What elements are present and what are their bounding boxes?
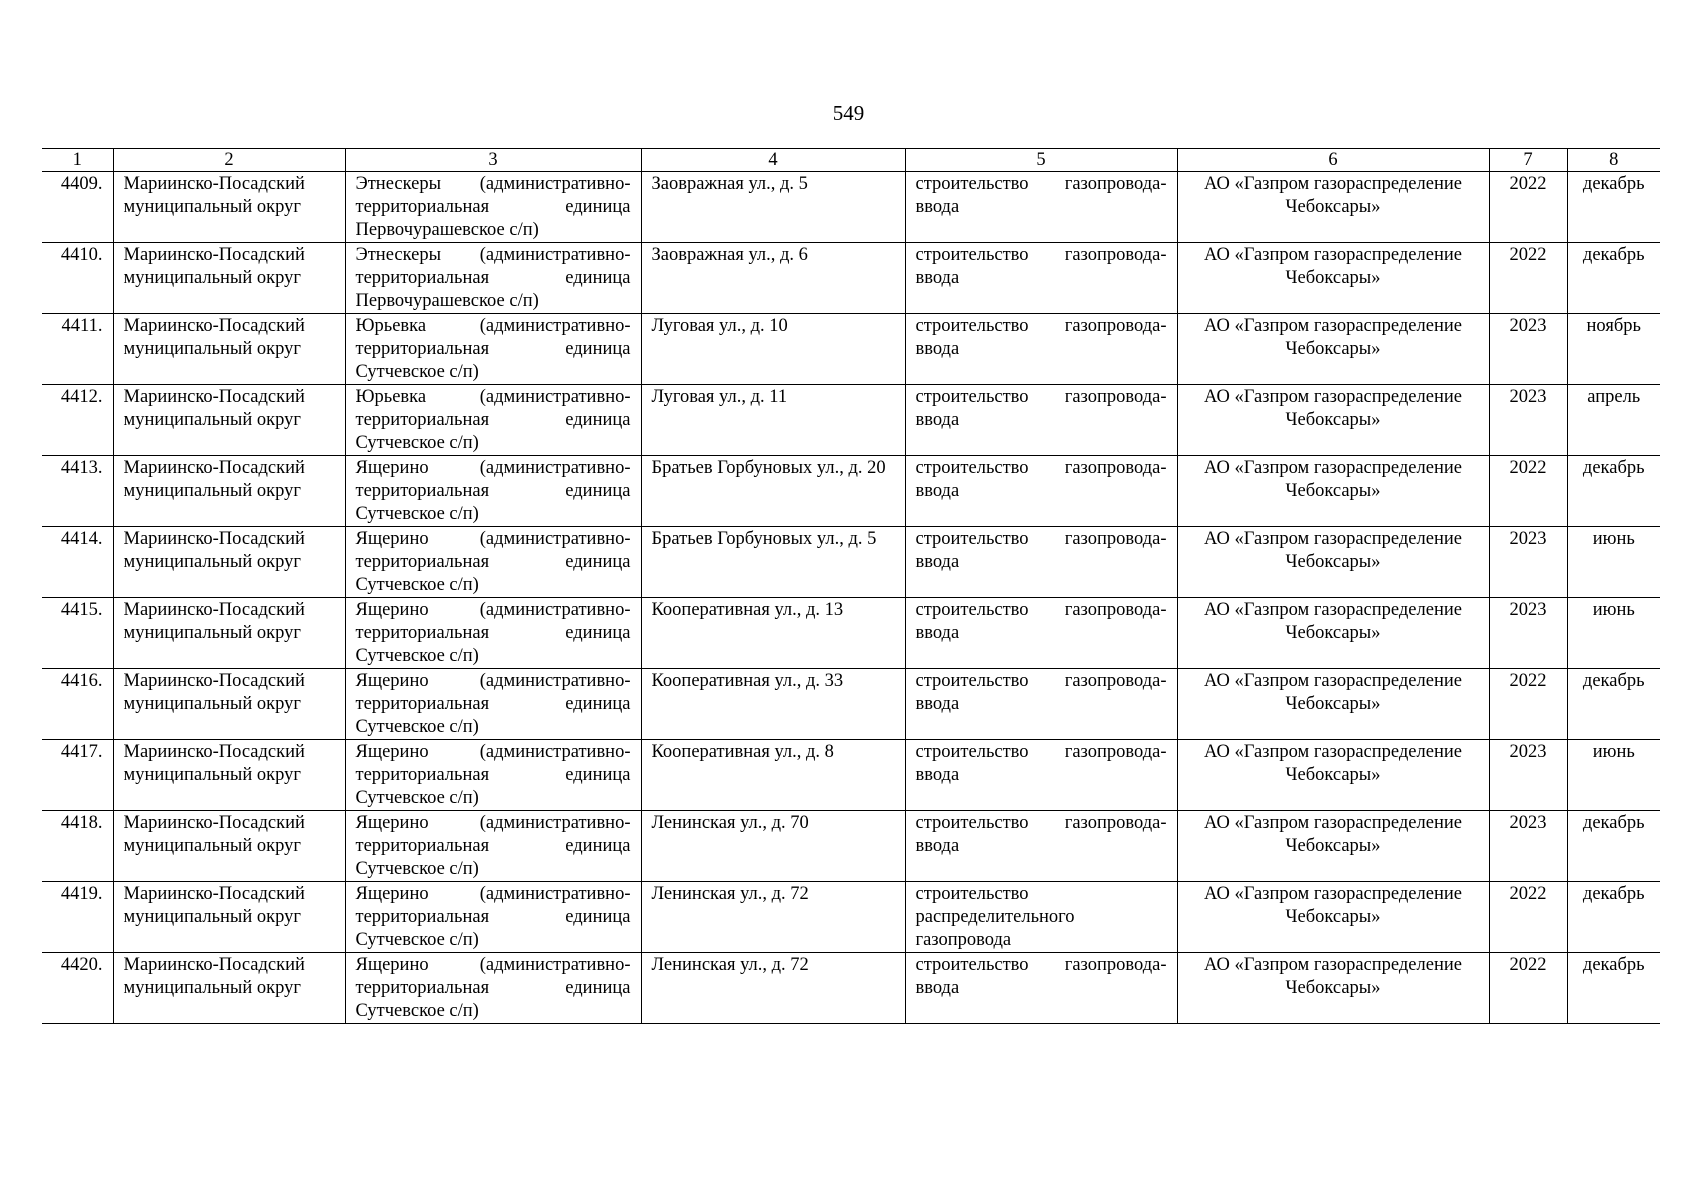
locality-cell: Ящерино (административно-территориальная единица Сутчевское с/п) bbox=[345, 811, 641, 882]
organization-cell: АО «Газпром газораспределение Чебоксары» bbox=[1177, 243, 1489, 314]
work-type-cell: строительство газопровода-ввода bbox=[905, 314, 1177, 385]
address-cell: Луговая ул., д. 10 bbox=[641, 314, 905, 385]
work-type-cell: строительство газопровода-ввода bbox=[905, 811, 1177, 882]
locality-cell: Ящерино (административно-территориальная единица Сутчевское с/п) bbox=[345, 953, 641, 1024]
district-cell: Мариинско-Посадский муниципальный округ bbox=[113, 172, 345, 243]
column-number-header: 7 bbox=[1489, 149, 1567, 172]
locality-cell: Ящерино (административно-территориальная единица Сутчевское с/п) bbox=[345, 527, 641, 598]
work-type-cell: строительство газопровода-ввода bbox=[905, 172, 1177, 243]
district-cell: Мариинско-Посадский муниципальный округ bbox=[113, 598, 345, 669]
month-cell: июнь bbox=[1567, 527, 1660, 598]
locality-cell: Этнескеры (административно-территориальная единица Первочурашевское с/п) bbox=[345, 172, 641, 243]
table-row bbox=[42, 598, 1660, 669]
year-cell: 2022 bbox=[1489, 953, 1567, 1024]
column-number-header: 5 bbox=[905, 149, 1177, 172]
district-cell: Мариинско-Посадский муниципальный округ bbox=[113, 314, 345, 385]
row-number-cell: 4409. bbox=[42, 172, 113, 243]
locality-cell: Юрьевка (административно-территориальная единица Сутчевское с/п) bbox=[345, 314, 641, 385]
district-cell: Мариинско-Посадский муниципальный округ bbox=[113, 527, 345, 598]
address-cell: Ленинская ул., д. 72 bbox=[641, 953, 905, 1024]
table-row bbox=[42, 811, 1660, 882]
row-number-cell: 4417. bbox=[42, 740, 113, 811]
locality-cell: Ящерино (административно-территориальная единица Сутчевское с/п) bbox=[345, 669, 641, 740]
year-cell: 2022 bbox=[1489, 882, 1567, 953]
month-cell: июнь bbox=[1567, 598, 1660, 669]
row-number-cell: 4414. bbox=[42, 527, 113, 598]
district-cell: Мариинско-Посадский муниципальный округ bbox=[113, 456, 345, 527]
year-cell: 2022 bbox=[1489, 243, 1567, 314]
work-type-cell: строительство газопровода-ввода bbox=[905, 456, 1177, 527]
row-number-cell: 4412. bbox=[42, 385, 113, 456]
year-cell: 2022 bbox=[1489, 669, 1567, 740]
row-number-cell: 4410. bbox=[42, 243, 113, 314]
work-type-cell: строительство газопровода-ввода bbox=[905, 243, 1177, 314]
organization-cell: АО «Газпром газораспределение Чебоксары» bbox=[1177, 172, 1489, 243]
organization-cell: АО «Газпром газораспределение Чебоксары» bbox=[1177, 527, 1489, 598]
organization-cell: АО «Газпром газораспределение Чебоксары» bbox=[1177, 314, 1489, 385]
district-cell: Мариинско-Посадский муниципальный округ bbox=[113, 811, 345, 882]
district-cell: Мариинско-Посадский муниципальный округ bbox=[113, 740, 345, 811]
table-body bbox=[42, 149, 1660, 1024]
district-cell: Мариинско-Посадский муниципальный округ bbox=[113, 385, 345, 456]
locality-cell: Ящерино (административно-территориальная единица Сутчевское с/п) bbox=[345, 740, 641, 811]
organization-cell: АО «Газпром газораспределение Чебоксары» bbox=[1177, 669, 1489, 740]
month-cell: декабрь bbox=[1567, 669, 1660, 740]
year-cell: 2023 bbox=[1489, 598, 1567, 669]
table-row bbox=[42, 740, 1660, 811]
address-cell: Кооперативная ул., д. 8 bbox=[641, 740, 905, 811]
year-cell: 2022 bbox=[1489, 456, 1567, 527]
address-cell: Заовражная ул., д. 5 bbox=[641, 172, 905, 243]
address-cell: Братьев Горбуновых ул., д. 20 bbox=[641, 456, 905, 527]
work-type-cell: строительство газопровода-ввода bbox=[905, 598, 1177, 669]
month-cell: апрель bbox=[1567, 385, 1660, 456]
row-number-cell: 4415. bbox=[42, 598, 113, 669]
year-cell: 2022 bbox=[1489, 172, 1567, 243]
gas-pipeline-table bbox=[42, 148, 1660, 1024]
table-row bbox=[42, 953, 1660, 1024]
column-number-header: 3 bbox=[345, 149, 641, 172]
table-row bbox=[42, 456, 1660, 527]
table-row bbox=[42, 243, 1660, 314]
column-number-header: 1 bbox=[42, 149, 113, 172]
work-type-cell: строительство распределительного газопровода bbox=[905, 882, 1177, 953]
column-number-header: 8 bbox=[1567, 149, 1660, 172]
address-cell: Ленинская ул., д. 72 bbox=[641, 882, 905, 953]
address-cell: Заовражная ул., д. 6 bbox=[641, 243, 905, 314]
page-number: 549 bbox=[832, 101, 865, 125]
address-cell: Луговая ул., д. 11 bbox=[641, 385, 905, 456]
row-number-cell: 4418. bbox=[42, 811, 113, 882]
month-cell: декабрь bbox=[1567, 811, 1660, 882]
work-type-cell: строительство газопровода-ввода bbox=[905, 740, 1177, 811]
table-row bbox=[42, 314, 1660, 385]
address-cell: Ленинская ул., д. 70 bbox=[641, 811, 905, 882]
work-type-cell: строительство газопровода-ввода bbox=[905, 385, 1177, 456]
year-cell: 2023 bbox=[1489, 811, 1567, 882]
column-number-row bbox=[42, 149, 1660, 172]
address-cell: Кооперативная ул., д. 13 bbox=[641, 598, 905, 669]
row-number-cell: 4411. bbox=[42, 314, 113, 385]
row-number-cell: 4420. bbox=[42, 953, 113, 1024]
organization-cell: АО «Газпром газораспределение Чебоксары» bbox=[1177, 882, 1489, 953]
organization-cell: АО «Газпром газораспределение Чебоксары» bbox=[1177, 811, 1489, 882]
table-row bbox=[42, 669, 1660, 740]
work-type-cell: строительство газопровода-ввода bbox=[905, 527, 1177, 598]
organization-cell: АО «Газпром газораспределение Чебоксары» bbox=[1177, 598, 1489, 669]
month-cell: декабрь bbox=[1567, 243, 1660, 314]
work-type-cell: строительство газопровода-ввода bbox=[905, 953, 1177, 1024]
table-row bbox=[42, 172, 1660, 243]
district-cell: Мариинско-Посадский муниципальный округ bbox=[113, 669, 345, 740]
table-row bbox=[42, 385, 1660, 456]
table-row bbox=[42, 527, 1660, 598]
locality-cell: Этнескеры (административно-территориальная единица Первочурашевское с/п) bbox=[345, 243, 641, 314]
column-number-header: 4 bbox=[641, 149, 905, 172]
month-cell: июнь bbox=[1567, 740, 1660, 811]
row-number-cell: 4419. bbox=[42, 882, 113, 953]
month-cell: декабрь bbox=[1567, 882, 1660, 953]
column-number-header: 6 bbox=[1177, 149, 1489, 172]
row-number-cell: 4413. bbox=[42, 456, 113, 527]
month-cell: декабрь bbox=[1567, 172, 1660, 243]
column-number-header: 2 bbox=[113, 149, 345, 172]
organization-cell: АО «Газпром газораспределение Чебоксары» bbox=[1177, 385, 1489, 456]
locality-cell: Ящерино (административно-территориальная единица Сутчевское с/п) bbox=[345, 882, 641, 953]
row-number-cell: 4416. bbox=[42, 669, 113, 740]
address-cell: Братьев Горбуновых ул., д. 5 bbox=[641, 527, 905, 598]
month-cell: декабрь bbox=[1567, 456, 1660, 527]
table-row bbox=[42, 882, 1660, 953]
locality-cell: Ящерино (административно-территориальная единица Сутчевское с/п) bbox=[345, 598, 641, 669]
locality-cell: Юрьевка (административно-территориальная единица Сутчевское с/п) bbox=[345, 385, 641, 456]
month-cell: ноябрь bbox=[1567, 314, 1660, 385]
year-cell: 2023 bbox=[1489, 740, 1567, 811]
month-cell: декабрь bbox=[1567, 953, 1660, 1024]
year-cell: 2023 bbox=[1489, 314, 1567, 385]
year-cell: 2023 bbox=[1489, 385, 1567, 456]
year-cell: 2023 bbox=[1489, 527, 1567, 598]
locality-cell: Ящерино (административно-территориальная единица Сутчевское с/п) bbox=[345, 456, 641, 527]
district-cell: Мариинско-Посадский муниципальный округ bbox=[113, 882, 345, 953]
address-cell: Кооперативная ул., д. 33 bbox=[641, 669, 905, 740]
organization-cell: АО «Газпром газораспределение Чебоксары» bbox=[1177, 456, 1489, 527]
organization-cell: АО «Газпром газораспределение Чебоксары» bbox=[1177, 740, 1489, 811]
district-cell: Мариинско-Посадский муниципальный округ bbox=[113, 243, 345, 314]
work-type-cell: строительство газопровода-ввода bbox=[905, 669, 1177, 740]
district-cell: Мариинско-Посадский муниципальный округ bbox=[113, 953, 345, 1024]
organization-cell: АО «Газпром газораспределение Чебоксары» bbox=[1177, 953, 1489, 1024]
